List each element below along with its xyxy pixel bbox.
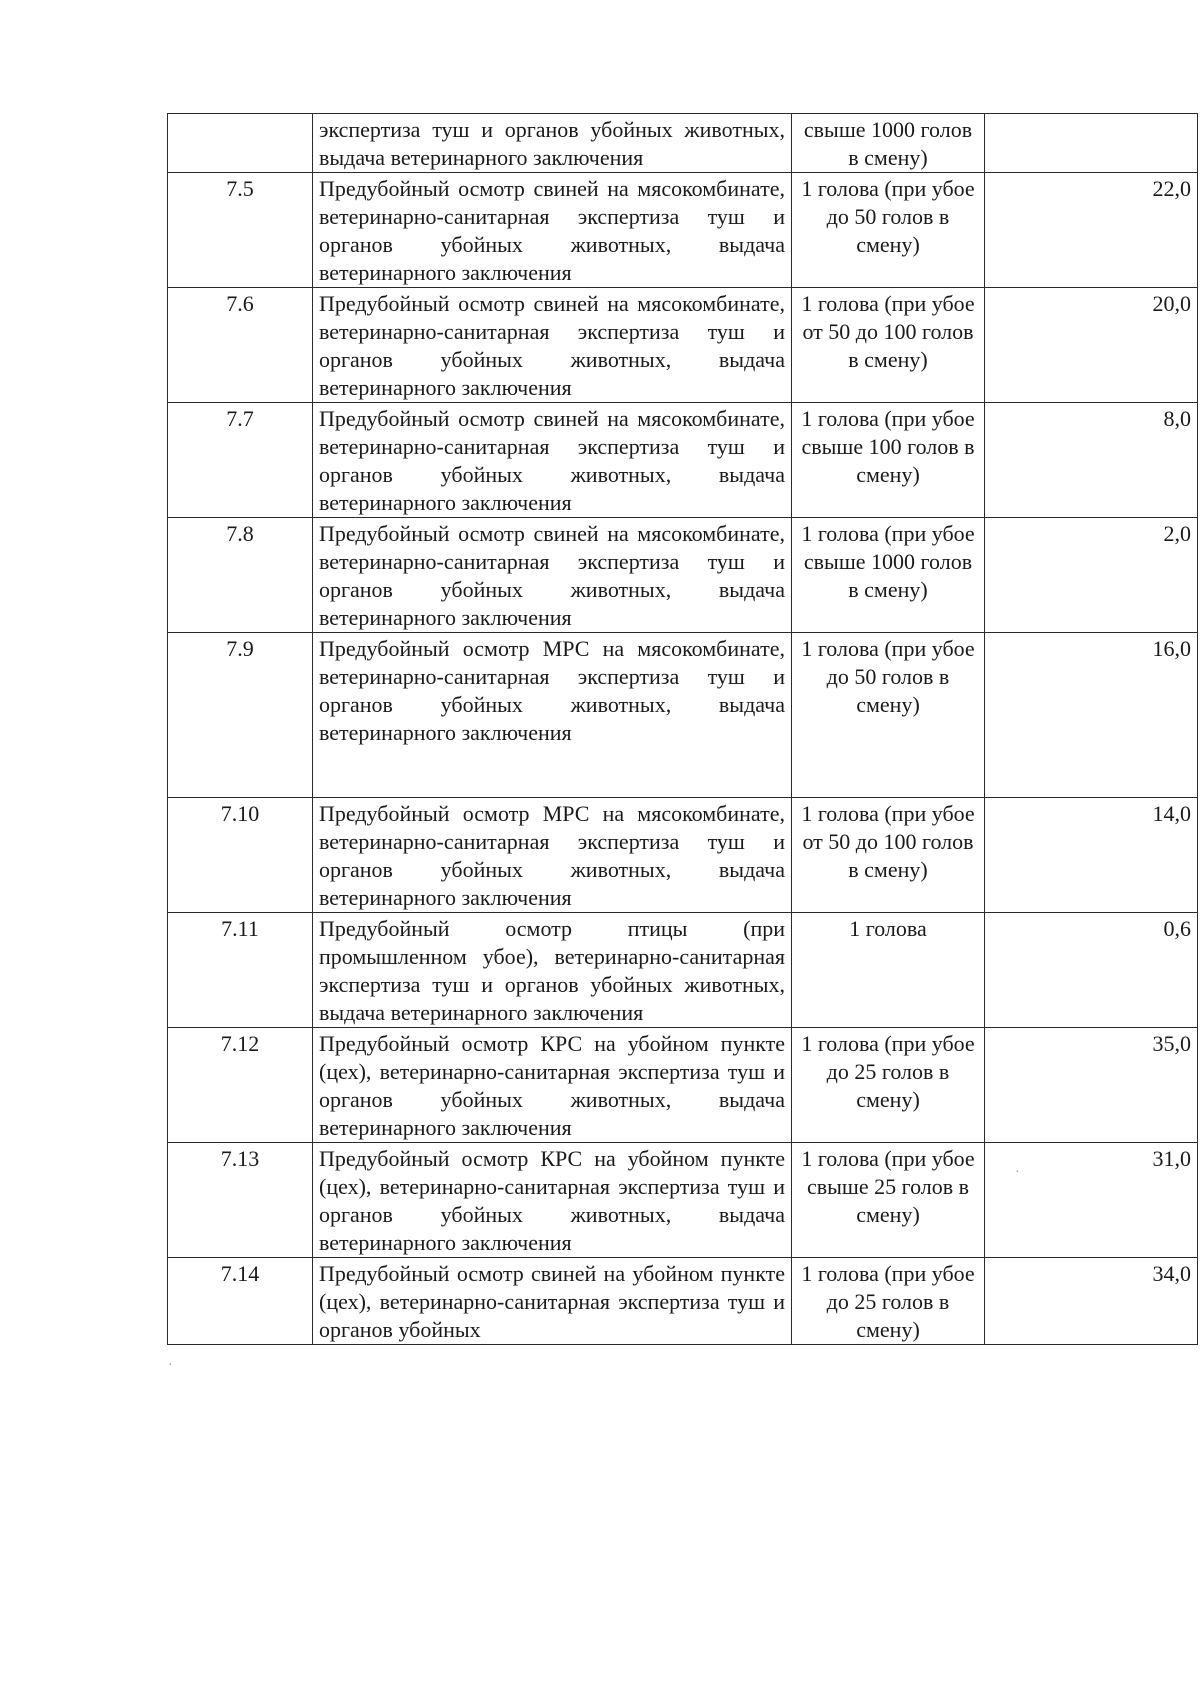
unit-of-measure: 1 голова (при убое свыше 1000 голов в смену) (792, 518, 985, 633)
table-row (168, 114, 1198, 173)
row-number: 7.6 (168, 288, 313, 403)
price: 14,0 (985, 798, 1198, 913)
service-description: экспертиза туш и органов убойных животных, выдача ветеринарного заключения (313, 114, 792, 173)
price: 2,0 (985, 518, 1198, 633)
table-row (168, 288, 1198, 403)
service-description: Предубойный осмотр КРС на убойном пункте (цех), ветеринарно-санитарная экспертиза туш и органов убойных животных, выдача ветеринарного заключения (313, 1143, 792, 1258)
table-row (168, 913, 1198, 1028)
service-description: Предубойный осмотр свиней на мясокомбинате, ветеринарно-санитарная экспертиза туш и органов убойных животных, выдача ветеринарного заключения (313, 173, 792, 288)
row-number: 7.11 (168, 913, 313, 1028)
price: 8,0 (985, 403, 1198, 518)
price: 34,0 (985, 1258, 1198, 1345)
table-row (168, 633, 1198, 798)
service-description: Предубойный осмотр свиней на убойном пункте (цех), ветеринарно-санитарная экспертиза туш и органов убойных (313, 1258, 792, 1345)
price (985, 114, 1198, 173)
table-row (168, 798, 1198, 913)
row-number: 7.13 (168, 1143, 313, 1258)
scan-speck: · (168, 1358, 173, 1373)
table-row (168, 518, 1198, 633)
row-number: 7.14 (168, 1258, 313, 1345)
service-description: Предубойный осмотр КРС на убойном пункте (цех), ветеринарно-санитарная экспертиза туш и органов убойных животных, выдача ветеринарного заключения (313, 1028, 792, 1143)
unit-of-measure: 1 голова (при убое до 50 голов в смену) (792, 173, 985, 288)
table-row (168, 173, 1198, 288)
service-description: Предубойный осмотр МРС на мясокомбинате, ветеринарно-санитарная экспертиза туш и органов убойных животных, выдача ветеринарного заключения (313, 633, 792, 798)
table-row (168, 1143, 1198, 1258)
service-description: Предубойный осмотр свиней на мясокомбинате, ветеринарно-санитарная экспертиза туш и органов убойных животных, выдача ветеринарного заключения (313, 403, 792, 518)
price: 0,6 (985, 913, 1198, 1028)
row-number: 7.8 (168, 518, 313, 633)
table-row (168, 403, 1198, 518)
price: 16,0 (985, 633, 1198, 798)
unit-of-measure: свыше 1000 голов в смену) (792, 114, 985, 173)
unit-of-measure: 1 голова (при убое до 25 голов в смену) (792, 1258, 985, 1345)
row-number: 7.7 (168, 403, 313, 518)
unit-of-measure: 1 голова (при убое свыше 100 голов в смену) (792, 403, 985, 518)
table-row (168, 1028, 1198, 1143)
service-description: Предубойный осмотр свиней на мясокомбинате, ветеринарно-санитарная экспертиза туш и органов убойных животных, выдача ветеринарного заключения (313, 288, 792, 403)
unit-of-measure: 1 голова (при убое от 50 до 100 голов в смену) (792, 288, 985, 403)
unit-of-measure: 1 голова (при убое от 50 до 100 голов в смену) (792, 798, 985, 913)
table-row (168, 1258, 1198, 1345)
row-number (168, 114, 313, 173)
unit-of-measure: 1 голова (при убое свыше 25 голов в смену) (792, 1143, 985, 1258)
row-number: 7.9 (168, 633, 313, 798)
row-number: 7.5 (168, 173, 313, 288)
scan-speck: · (1015, 1165, 1020, 1180)
price: 22,0 (985, 173, 1198, 288)
price: 35,0 (985, 1028, 1198, 1143)
price: 31,0 (985, 1143, 1198, 1258)
service-description: Предубойный осмотр птицы (при промышленном убое), ветеринарно-санитарная экспертиза туш и органов убойных животных, выдача ветеринарного заключения (313, 913, 792, 1028)
row-number: 7.12 (168, 1028, 313, 1143)
unit-of-measure: 1 голова (792, 913, 985, 1028)
price: 20,0 (985, 288, 1198, 403)
unit-of-measure: 1 голова (при убое до 25 голов в смену) (792, 1028, 985, 1143)
row-number: 7.10 (168, 798, 313, 913)
unit-of-measure: 1 голова (при убое до 50 голов в смену) (792, 633, 985, 798)
service-description: Предубойный осмотр свиней на мясокомбинате, ветеринарно-санитарная экспертиза туш и органов убойных животных, выдача ветеринарного заключения (313, 518, 792, 633)
tariff-table (167, 113, 1198, 1345)
service-description: Предубойный осмотр МРС на мясокомбинате, ветеринарно-санитарная экспертиза туш и органов убойных животных, выдача ветеринарного заключения (313, 798, 792, 913)
